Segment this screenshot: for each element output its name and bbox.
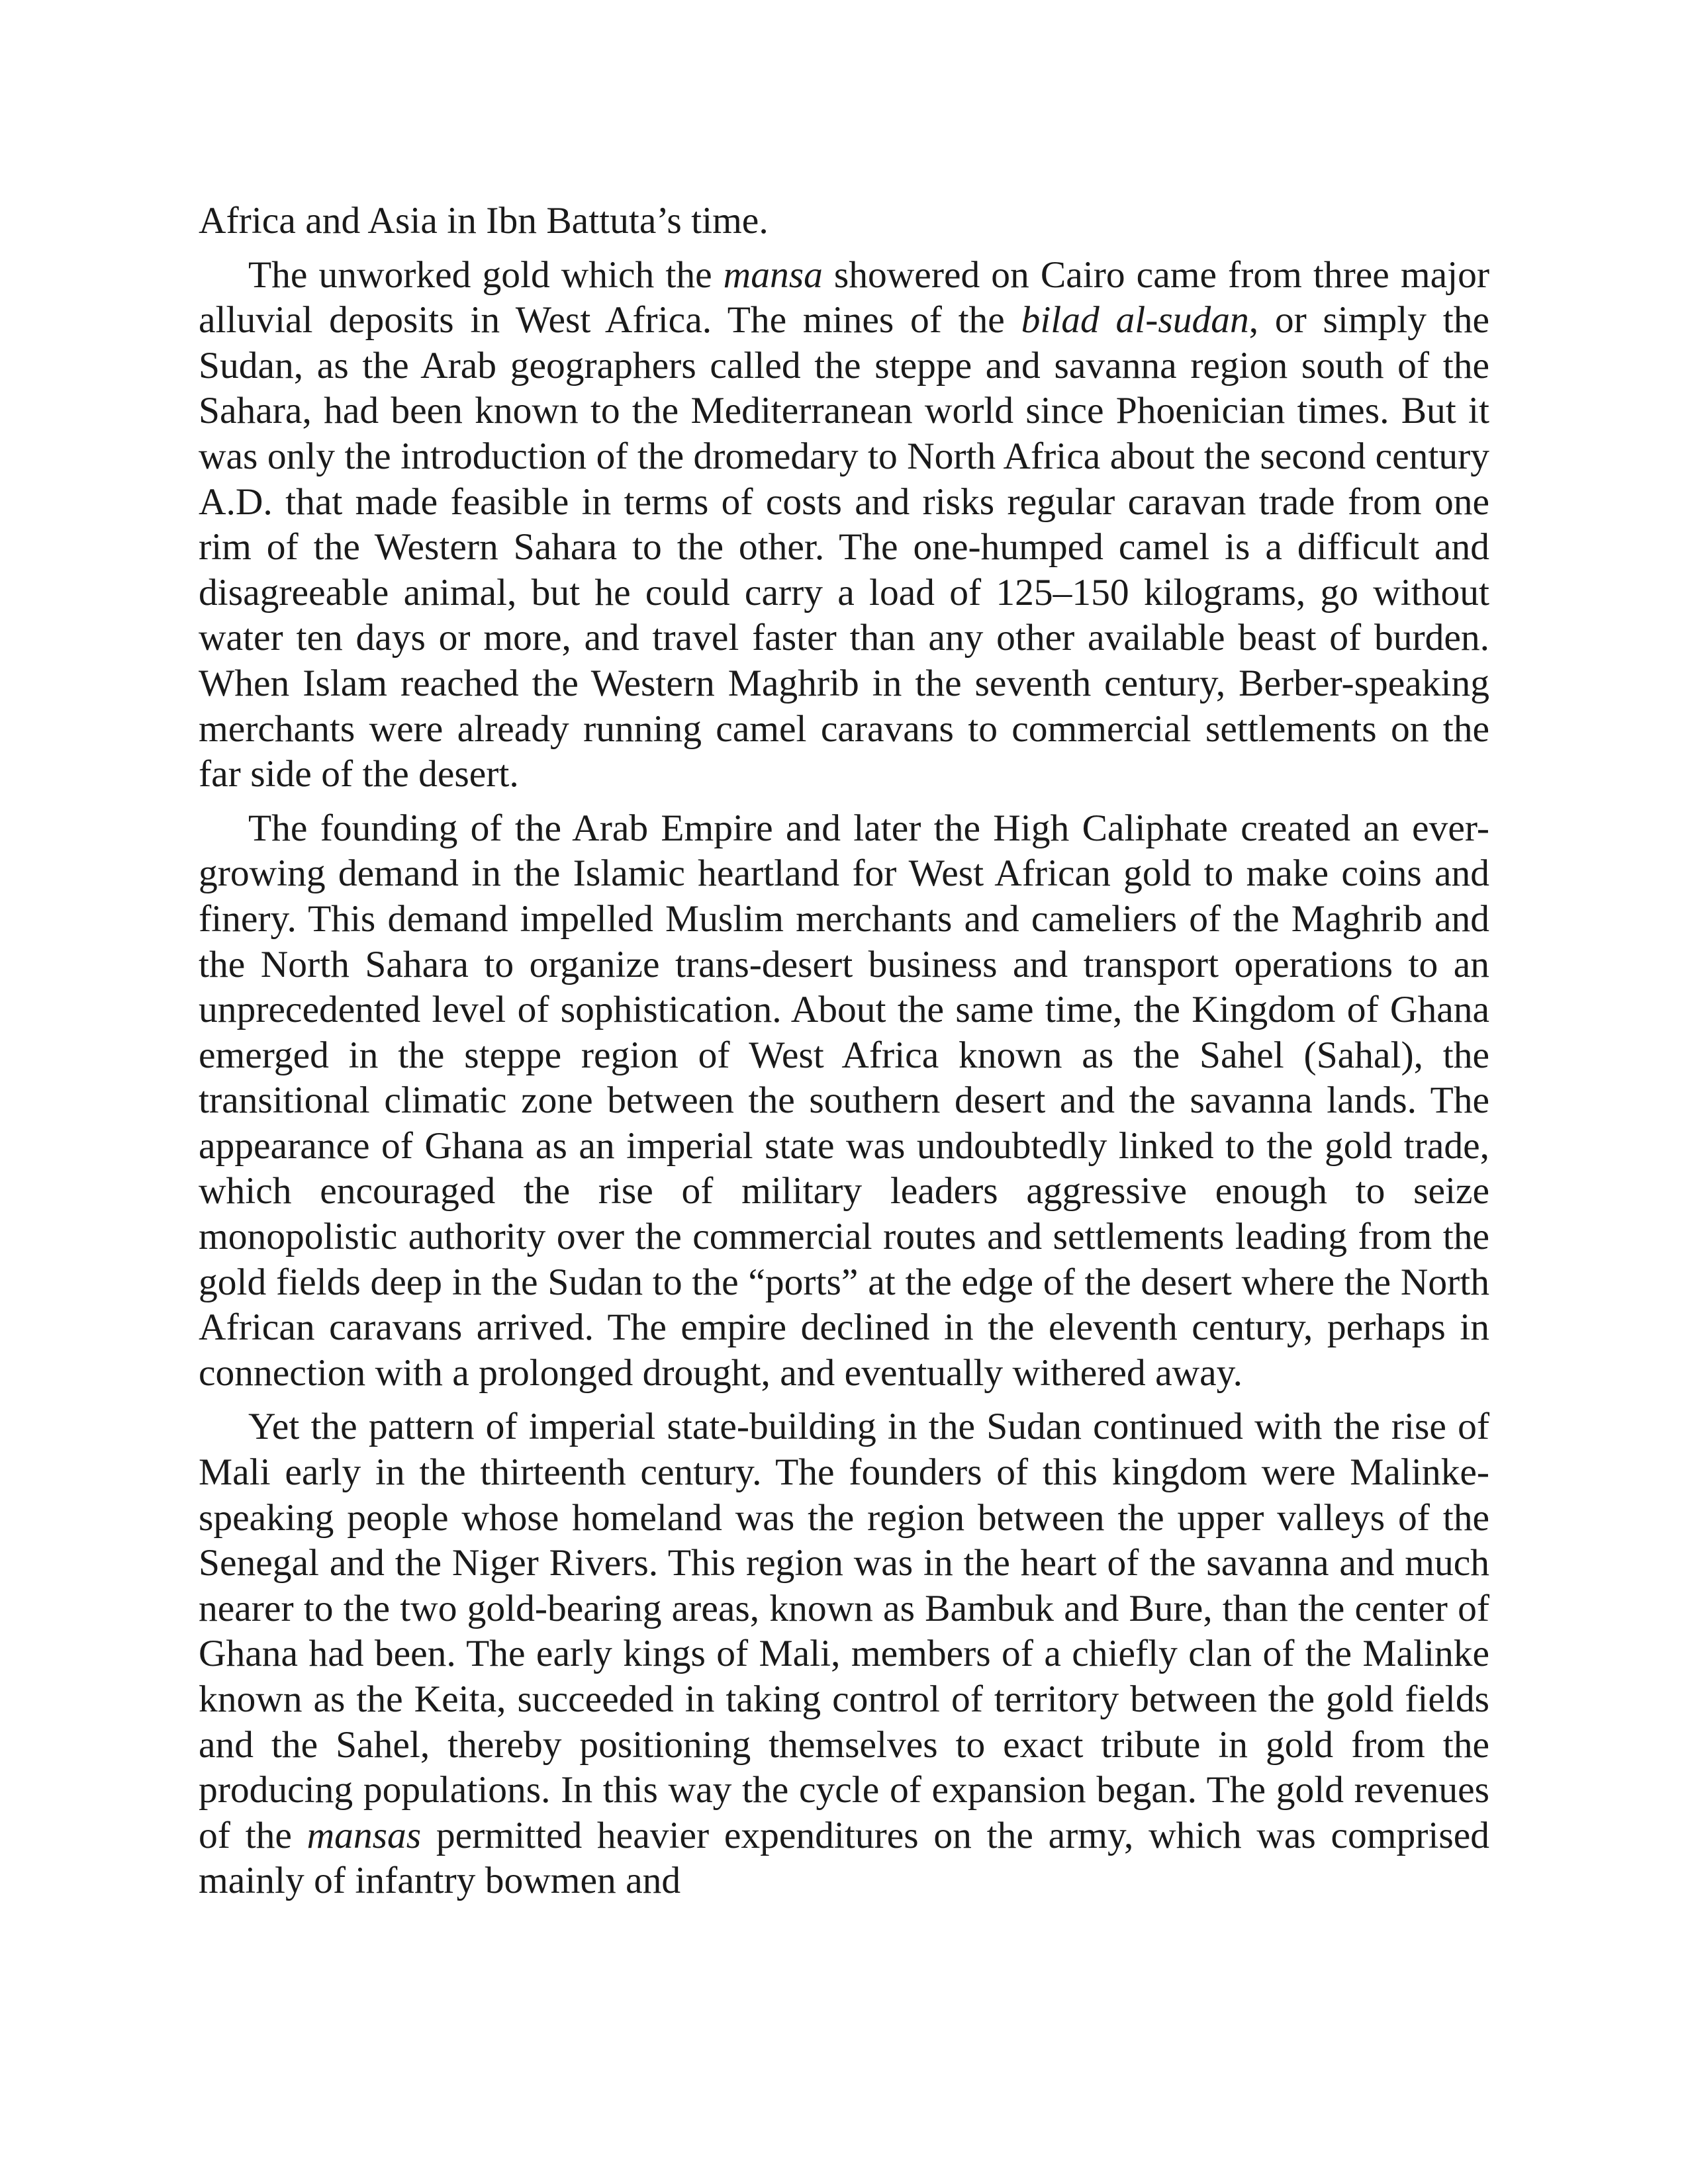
paragraph-4 <box>199 1404 1489 1904</box>
paragraph-2 <box>199 253 1489 797</box>
text-segment: The founding of the Arab Empire and later the High Caliphate created an ever-growing demand in the Islamic heartland for West African gold to make coins and finery. This demand impelled Muslim merchants and cameliers of the Maghrib and the North Sahara to organize trans-desert business and transport operations to an unprecedented level of sophistication. About the same time, the Kingdom of Ghana emerged in the steppe region of West Africa known as the Sahel (Sahal), the transitional climatic zone between the southern desert and the savanna lands. The appearance of Ghana as an imperial state was undoubtedly linked to the gold trade, which encouraged the rise of military leaders aggressive enough to seize monopolistic authority over the commercial routes and settlements leading from the gold fields deep in the Sudan to the “ports” at the edge of the desert where the North African caravans arrived. The empire declined in the eleventh century, perhaps in connection with a prolonged drought, and eventually withered away. <box>199 807 1489 1394</box>
text-segment: permitted heavier expenditures on the army, which was comprised mainly of infantry bowmen and <box>199 1814 1489 1902</box>
text-segment: The unworked gold which the <box>248 253 724 296</box>
text-segment: , or simply the Sudan, as the Arab geographers called the steppe and savanna region south of the Sahara, had been known to the Mediterranean world since Phoenician times. But it was only the introduction of the dromedary to North Africa about the second century A.D. that made feasible in terms of costs and risks regular caravan trade from one rim of the Western Sahara to the other. The one-humped camel is a difficult and disagreeable animal, but he could carry a load of 125–150 kilograms, go without water ten days or more, and travel faster than any other available beast of burden. When Islam reached the Western Maghrib in the seventh century, Berber-speaking merchants were already running camel caravans to commercial settlements on the far side of the desert. <box>199 299 1489 796</box>
text-segment: Africa and Asia in Ibn Battuta’s time. <box>199 200 769 242</box>
document-page <box>199 199 1489 1913</box>
italic-term-mansa: mansa <box>723 253 823 296</box>
paragraph-1 <box>199 199 1489 244</box>
paragraph-3 <box>199 806 1489 1396</box>
text-segment: Yet the pattern of imperial state-building in the Sudan continued with the rise of Mali early in the thirteenth century. The founders of this kingdom were Malinke-speaking people whose homeland was the region between the upper valleys of the Senegal and the Niger Rivers. This region was in the heart of the savanna and much nearer to the two gold-bearing areas, known as Bambuk and Bure, than the center of Ghana had been. The early kings of Mali, members of a chiefly clan of the Malinke known as the Keita, succeeded in taking control of territory between the gold fields and the Sahel, thereby positioning themselves to exact tribute in gold from the producing populations. In this way the cycle of expansion began. The gold revenues of the <box>199 1406 1489 1856</box>
text-segment: showered on Cairo came from three major alluvial deposits in West Africa. The mines of the <box>199 253 1489 341</box>
italic-term-mansas: mansas <box>306 1814 422 1856</box>
italic-term-bilad-al-sudan: bilad al-sudan <box>1021 299 1249 341</box>
